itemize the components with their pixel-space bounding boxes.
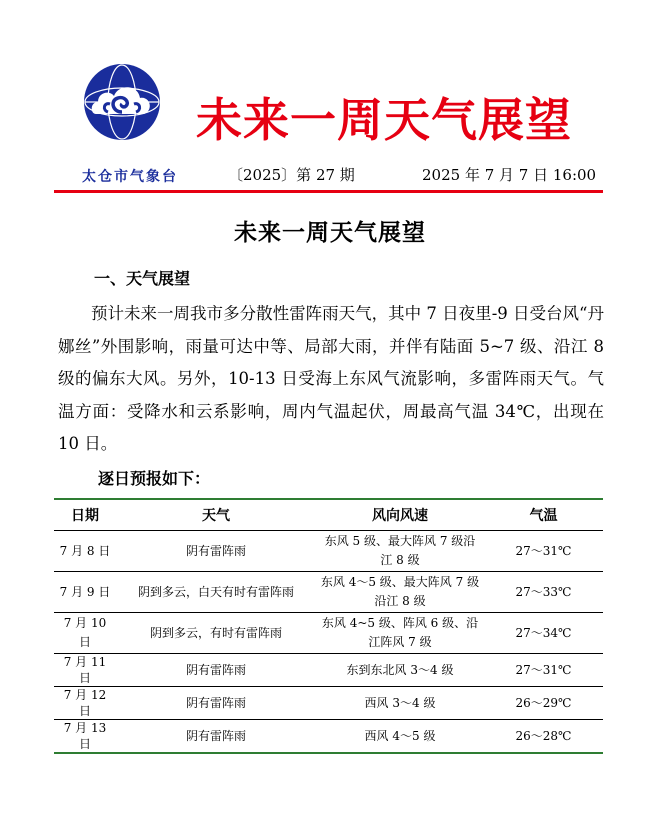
cell-date: 7 月 9 日 xyxy=(54,572,116,613)
cell-temp: 26～28℃ xyxy=(484,720,603,754)
cell-weather: 阴到多云，有时有雷阵雨 xyxy=(116,613,316,654)
daily-forecast-table xyxy=(54,498,603,754)
cell-wind: 东风 5 级、最大阵风 7 级沿江 8 级 xyxy=(316,531,484,572)
cell-wind: 东到东北风 3～4 级 xyxy=(316,654,484,687)
table-row xyxy=(54,654,603,687)
cell-wind: 西风 3～4 级 xyxy=(316,687,484,720)
header-date: 日期 xyxy=(54,499,116,531)
table-row xyxy=(54,720,603,754)
table-row xyxy=(54,687,603,720)
cell-date: 7 月 12 日 xyxy=(54,687,116,720)
outlook-paragraph: 预计未来一周我市多分散性雷阵雨天气，其中 7 日夜里-9 日受台风“丹娜丝”外围影响，雨量可达中等、局部大雨，并伴有陆面 5~7 级、沿江 8 级的偏东大风。另外，10-13 日受海上东风气流影响，多雷阵雨天气。气温方面：受降水和云系影响，周内气温起伏，周最高气温 34℃，出现在 10 日。 xyxy=(58,304,604,453)
header-title: 未来一周天气展望 xyxy=(196,93,572,147)
issuing-organization: 太仓市气象台 xyxy=(82,169,178,185)
cell-date: 7 月 11 日 xyxy=(54,654,116,687)
meteorological-emblem-icon xyxy=(82,62,162,142)
cell-weather: 阴到多云，白天有时有雷阵雨 xyxy=(116,572,316,613)
cell-temp: 26～29℃ xyxy=(484,687,603,720)
cell-wind: 东风 4～5 级、最大阵风 7 级沿江 8 级 xyxy=(316,572,484,613)
table-row xyxy=(54,613,603,654)
document-header xyxy=(0,0,660,200)
cell-date: 7 月 8 日 xyxy=(54,531,116,572)
header-divider xyxy=(54,190,603,193)
issue-number: 〔2025〕第 27 期 xyxy=(228,166,355,184)
issue-date: 2025 年 7 月 7 日 16:00 xyxy=(422,166,597,184)
cell-wind: 西风 4～5 级 xyxy=(316,720,484,754)
cell-date: 7 月 10 日 xyxy=(54,613,116,654)
document-title: 未来一周天气展望 xyxy=(234,219,426,246)
table-header-row xyxy=(54,499,603,531)
cell-weather: 阴有雷阵雨 xyxy=(116,531,316,572)
cell-temp: 27～31℃ xyxy=(484,654,603,687)
section-heading-outlook: 一、天气展望 xyxy=(94,269,191,288)
cell-temp: 27～34℃ xyxy=(484,613,603,654)
cell-temp: 27～33℃ xyxy=(484,572,603,613)
cell-temp: 27～31℃ xyxy=(484,531,603,572)
cell-wind: 东风 4~5 级、阵风 6 级、沿江阵风 7 级 xyxy=(316,613,484,654)
daily-forecast-heading: 逐日预报如下： xyxy=(98,469,211,488)
cell-weather: 阴有雷阵雨 xyxy=(116,654,316,687)
table-row xyxy=(54,531,603,572)
header-temperature: 气温 xyxy=(484,499,603,531)
cell-weather: 阴有雷阵雨 xyxy=(116,687,316,720)
cell-date: 7 月 13 日 xyxy=(54,720,116,754)
cell-weather: 阴有雷阵雨 xyxy=(116,720,316,754)
table-row xyxy=(54,572,603,613)
header-weather: 天气 xyxy=(116,499,316,531)
header-wind: 风向风速 xyxy=(316,499,484,531)
